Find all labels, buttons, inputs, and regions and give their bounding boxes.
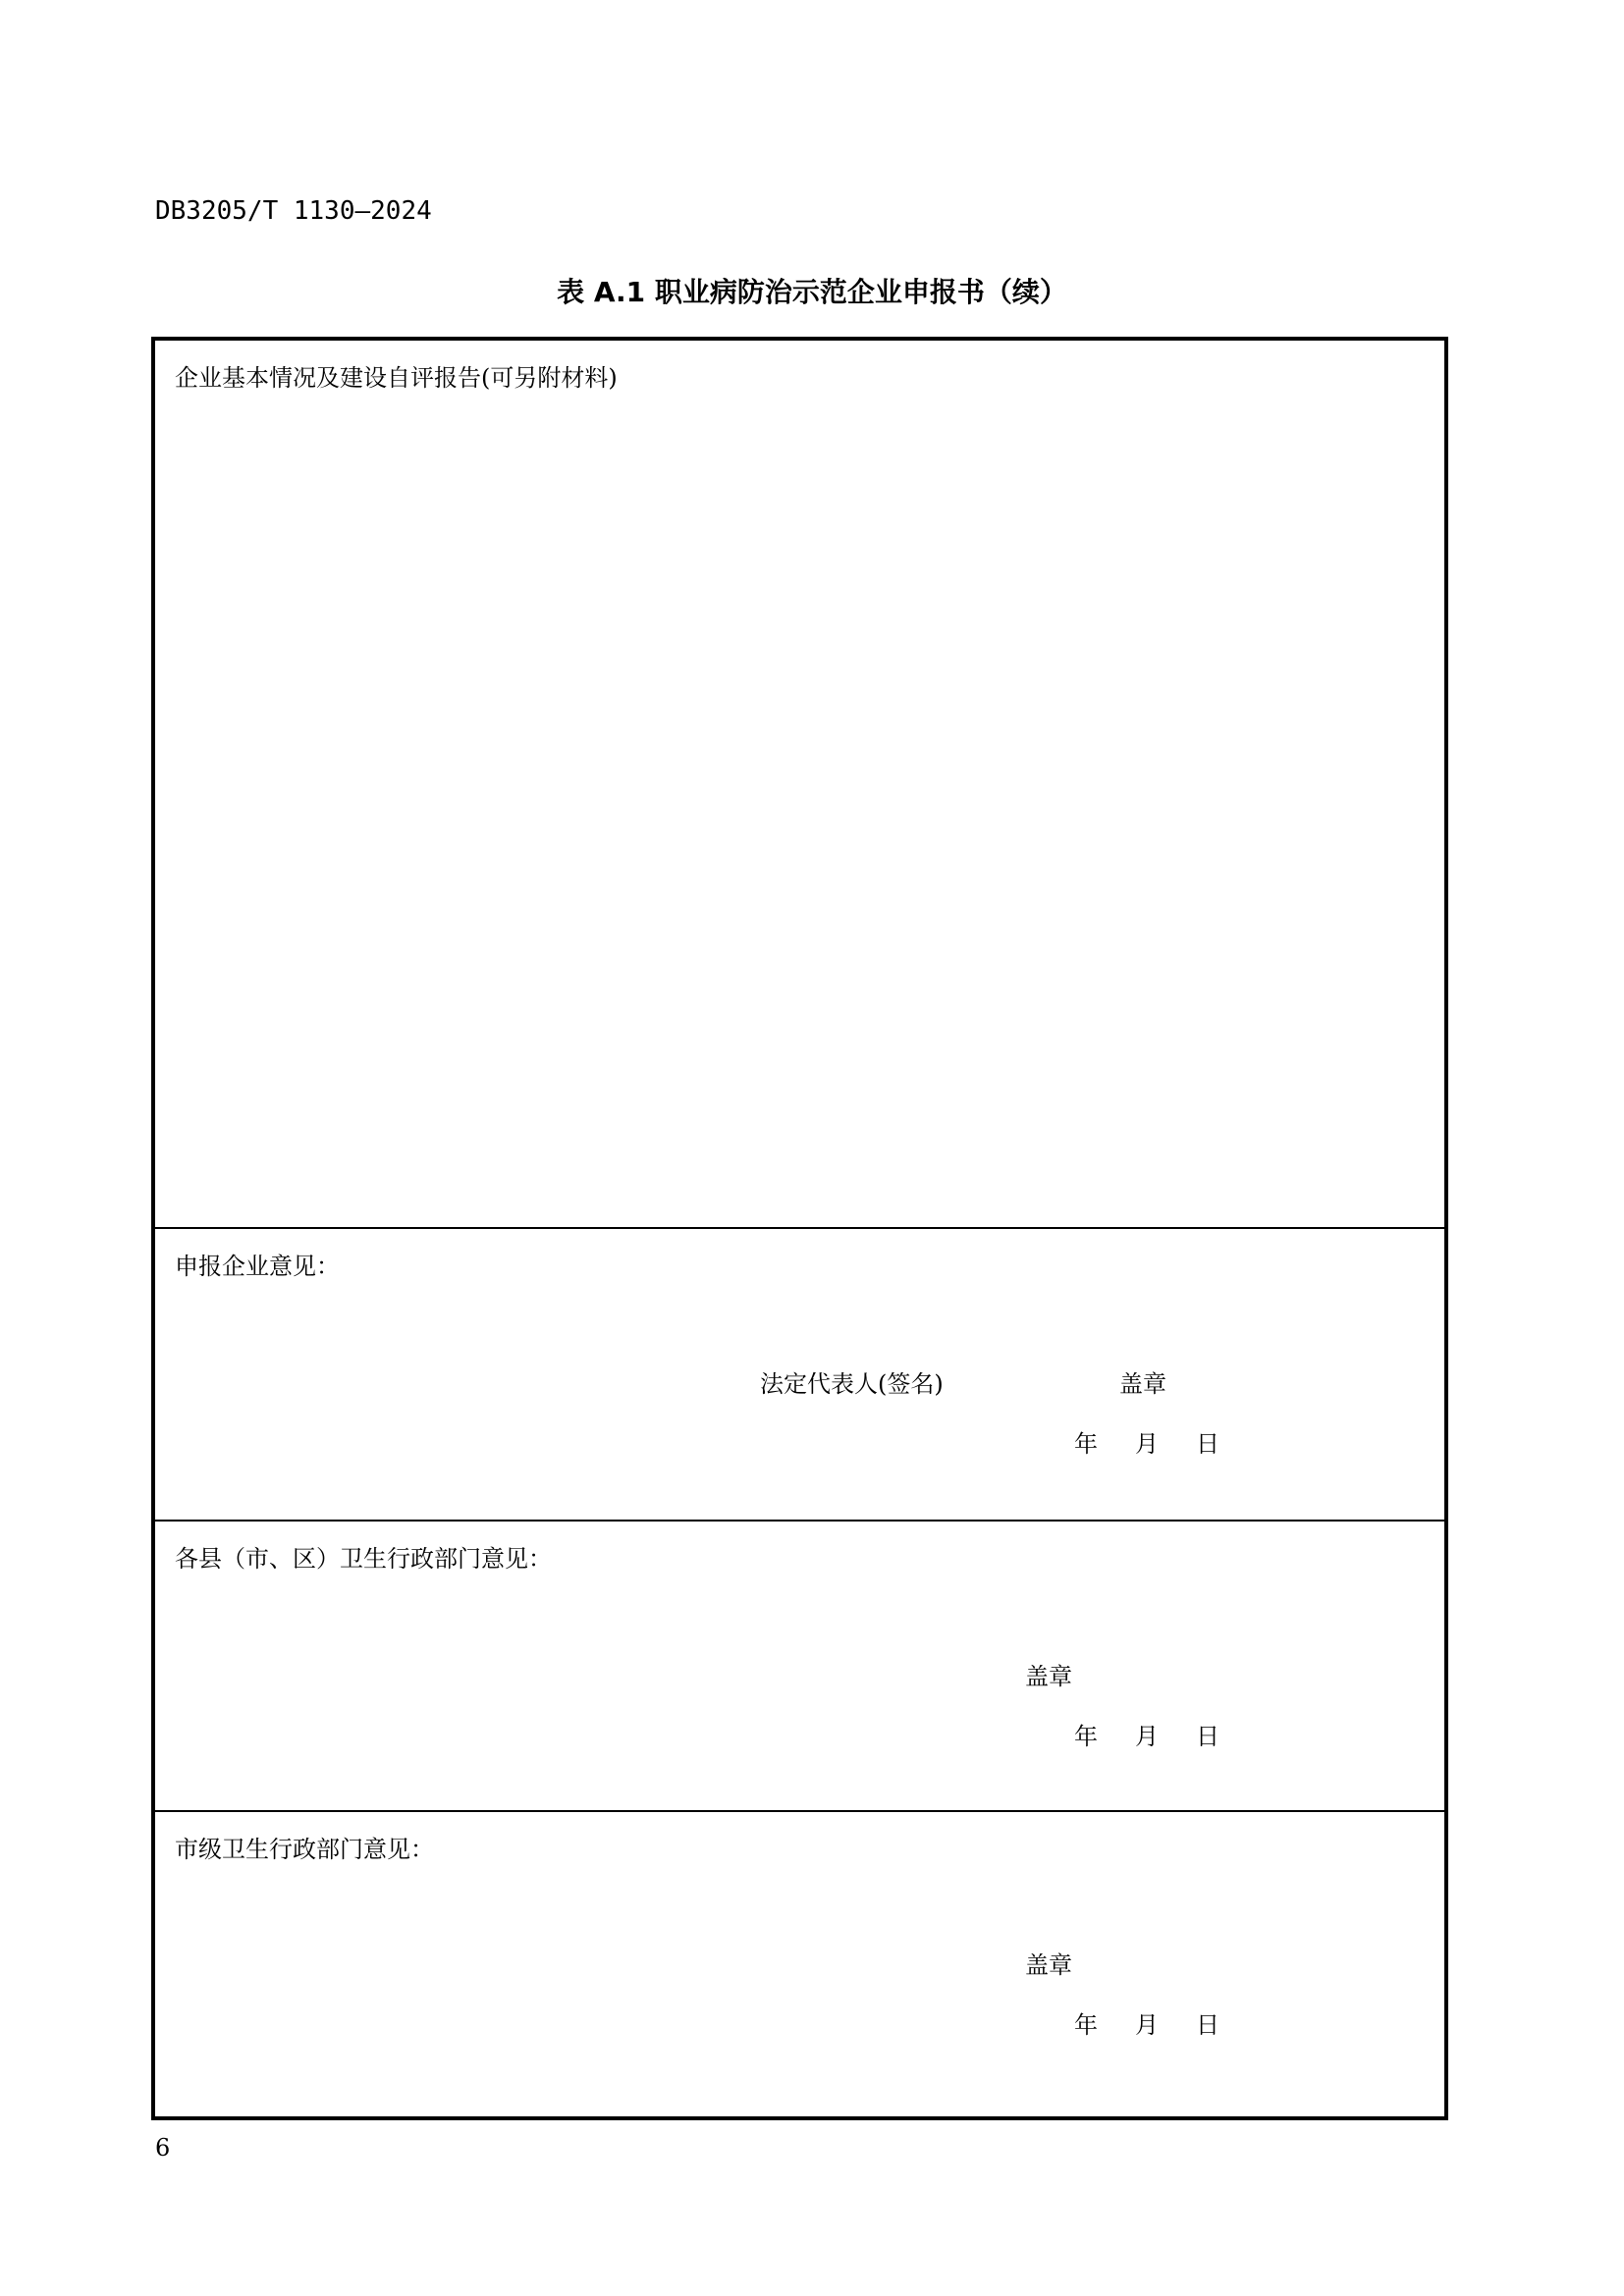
city-health-dept-opinion-section [155,1810,1444,2120]
document-code: DB3205/T 1130—2024 [155,196,432,226]
seal-label: 盖章 [1025,1951,1072,1979]
date-year-label: 年 [1074,1430,1098,1458]
seal-label: 盖章 [1119,1370,1166,1398]
self-assessment-report-section [155,341,1444,1227]
page-number: 6 [155,2134,171,2162]
legal-representative-signature-label: 法定代表人(签名) [760,1370,944,1398]
date-year-label: 年 [1074,1723,1098,1750]
date-day-label: 日 [1196,2011,1219,2039]
application-form-table [151,337,1448,2120]
self-assessment-report-label: 企业基本情况及建设自评报告(可另附材料) [175,364,618,392]
seal-label: 盖章 [1025,1663,1072,1690]
county-health-dept-opinion-label: 各县（市、区）卫生行政部门意见： [175,1545,552,1573]
applicant-opinion-label: 申报企业意见： [175,1253,340,1280]
date-month-label: 月 [1135,1723,1159,1750]
date-month-label: 月 [1135,1430,1159,1458]
date-month-label: 月 [1135,2011,1159,2039]
city-health-dept-opinion-label: 市级卫生行政部门意见： [175,1836,434,1863]
date-year-label: 年 [1074,2011,1098,2039]
table-title: 表 A.1 职业病防治示范企业申报书（续） [557,276,1067,308]
applicant-opinion-section [155,1227,1444,1520]
date-day-label: 日 [1196,1723,1219,1750]
county-health-dept-opinion-section [155,1520,1444,1810]
date-day-label: 日 [1196,1430,1219,1458]
